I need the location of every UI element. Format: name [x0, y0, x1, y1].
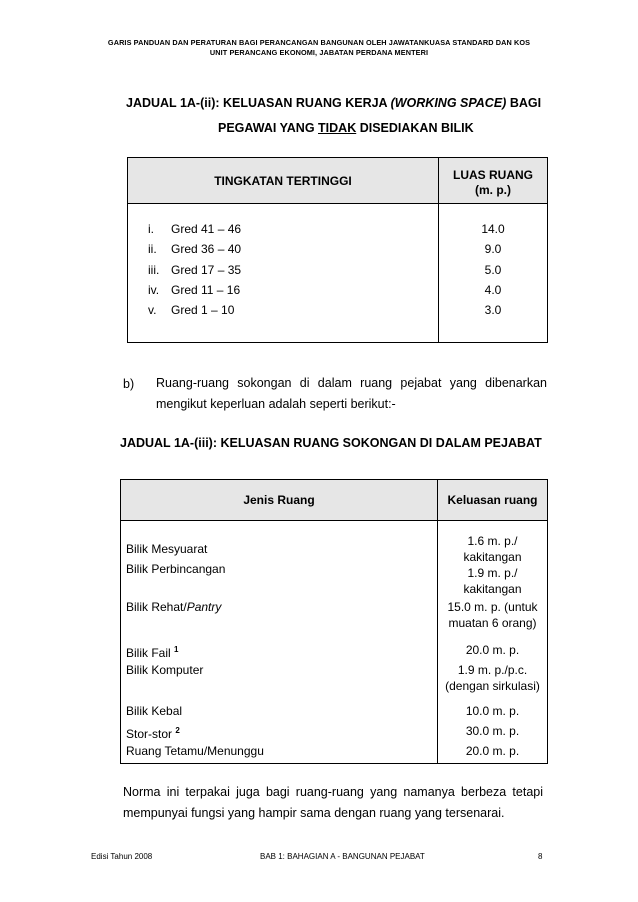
para-b-line2: mengikut keperluan adalah seperti berikut:- — [156, 397, 396, 411]
para-b-text — [156, 373, 547, 415]
table2-row-2-area — [437, 565, 548, 597]
table2-row-7-area: 30.0 m. p. — [465, 724, 520, 738]
table2 — [120, 479, 548, 764]
table1-title2-part-a: PEGAWAI YANG — [218, 121, 319, 135]
table1-row-3-area: 5.0 — [484, 263, 502, 277]
table2-row-8-name: Ruang Tetamu/Menunggu — [126, 744, 264, 758]
table1-row-2-area: 9.0 — [484, 242, 502, 256]
table2-row-3-name-text: Bilik Rehat/ — [126, 600, 187, 614]
header-line-1: GARIS PANDUAN DAN PERATURAN BAGI PERANCANGAN BANGUNAN OLEH JAWATANKUASA STANDARD DAN KOS — [107, 38, 531, 47]
table1-title2-underlined: TIDAK — [318, 121, 357, 135]
table1-row-1-grade: Gred 41 – 46 — [171, 222, 242, 236]
table2-row-4-name-text: Bilik Fail — [126, 646, 171, 660]
table2-row-7-footnote: 2 — [175, 726, 180, 735]
table2-row-8-area: 20.0 m. p. — [465, 744, 520, 758]
table1-title2-part-c: DISEDIAKAN BILIK — [356, 121, 474, 135]
table1-row-4-grade: Gred 11 – 16 — [171, 283, 241, 297]
table2-row-5-area-line2: (dengan sirkulasi) — [445, 679, 540, 693]
table1-row-2-grade: Gred 36 – 40 — [171, 242, 242, 256]
table1-title-line2 — [218, 121, 474, 135]
table2-row-3-area-line2: muatan 6 orang) — [448, 616, 537, 630]
table2-row-6-name: Bilik Kebal — [126, 704, 183, 718]
table2-row-4-area: 20.0 m. p. — [465, 643, 520, 657]
header-line-2: UNIT PERANCANG EKONOMI, JABATAN PERDANA MENTERI — [209, 48, 429, 57]
table1 — [127, 157, 548, 343]
note-paragraph — [123, 782, 543, 824]
table2-title: JADUAL 1A-(iii): KELUASAN RUANG SOKONGAN DI DALAM PEJABAT — [120, 436, 542, 450]
table1-col2-header-line2: (m. p.) — [475, 183, 511, 197]
table1-col2-header-line1: LUAS RUANG — [453, 168, 533, 182]
table1-row-2-num: ii. — [148, 242, 157, 256]
table2-row-7-name-text: Stor-stor — [126, 727, 173, 741]
table1-row-5-num: v. — [148, 303, 157, 317]
table2-row-2-area-line2: kakitangan — [463, 582, 522, 596]
footer-chapter: BAB 1: BAHAGIAN A - BANGUNAN PEJABAT — [260, 852, 425, 861]
table1-title-part-c: BAGI — [506, 96, 542, 110]
table1-row-4-num: iv. — [148, 283, 160, 297]
table1-row-3-num: iii. — [148, 263, 160, 277]
footer-page-number: 8 — [538, 852, 543, 861]
table2-row-1-area-line1: 1.6 m. p./ — [467, 534, 518, 548]
para-b-line1: Ruang-ruang sokongan di dalam ruang pejabat yang dibenarkan — [156, 376, 547, 390]
table2-row-3-area — [437, 599, 548, 631]
note-line1: Norma ini terpakai juga bagi ruang-ruang yang namanya berbeza tetapi — [123, 785, 543, 799]
footer-edition: Edisi Tahun 2008 — [91, 852, 153, 861]
table2-row-1-name: Bilik Mesyuarat — [126, 542, 208, 556]
table1-row-5-grade: Gred 1 – 10 — [171, 303, 235, 317]
table1-title-part-a: JADUAL 1A-(ii): KELUASAN RUANG KERJA — [126, 96, 391, 110]
table1-row-1-area: 14.0 — [481, 222, 505, 236]
table2-col1-header: Jenis Ruang — [243, 493, 315, 507]
table1-title-line1 — [126, 96, 541, 110]
table2-row-3-name-italic: Pantry — [186, 600, 222, 614]
table2-row-1-area — [437, 533, 548, 565]
table2-row-4-name — [126, 642, 178, 661]
table2-row-5-area — [437, 662, 548, 694]
table1-col1-header: TINGKATAN TERTINGGI — [214, 174, 352, 188]
table1-row-3-grade: Gred 17 – 35 — [171, 263, 242, 277]
table1-title-italic: (WORKING SPACE) — [390, 96, 507, 110]
table2-col2-header: Keluasan ruang — [447, 493, 538, 507]
table2-row-6-area: 10.0 m. p. — [465, 704, 520, 718]
table1-row-1-num: i. — [148, 222, 154, 236]
table2-row-1-area-line2: kakitangan — [463, 550, 522, 564]
table2-row-4-footnote: 1 — [174, 645, 179, 654]
table1-row-4-area: 4.0 — [484, 283, 502, 297]
running-header — [0, 38, 638, 58]
table2-row-5-name: Bilik Komputer — [126, 663, 204, 677]
table2-row-5-area-line1: 1.9 m. p./p.c. — [457, 663, 528, 677]
para-b-label: b) — [123, 377, 135, 391]
table2-row-7-name — [126, 723, 180, 742]
table1-row-5-area: 3.0 — [484, 303, 502, 317]
table2-row-3-area-line1: 15.0 m. p. (untuk — [447, 600, 538, 614]
table1-col2-header — [438, 168, 548, 198]
table2-row-2-name: Bilik Perbincangan — [126, 562, 226, 576]
note-line2: mempunyai fungsi yang hampir sama dengan ruang yang tersenarai. — [123, 806, 505, 820]
table2-row-3-name — [126, 599, 221, 615]
table2-row-2-area-line1: 1.9 m. p./ — [467, 566, 518, 580]
